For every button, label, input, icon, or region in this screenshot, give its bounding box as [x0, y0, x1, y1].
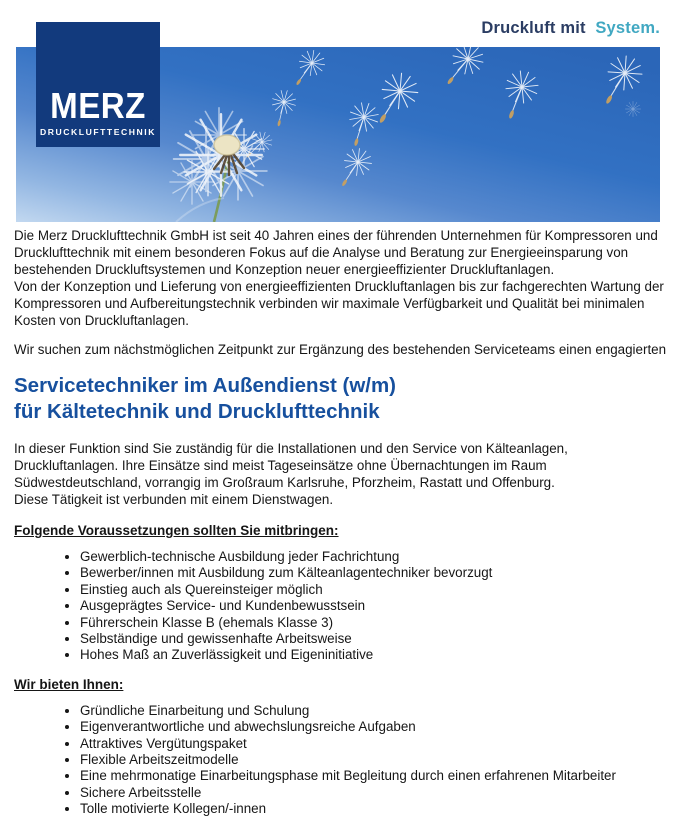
- role-description-line: Südwestdeutschland, vorrangig im Großraum Karlsruhe, Pforzheim, Rastatt und Offenburg.: [14, 475, 555, 490]
- benefit-item: • Gründliche Einarbeitung und Schulung: [80, 703, 670, 719]
- vacancy-lead: Wir suchen zum nächstmöglichen Zeitpunkt zur Ergänzung des bestehenden Serviceteams einen engagierten: [14, 342, 667, 357]
- job-title-line2: für Kältetechnik und Drucklufttechnik: [14, 399, 380, 423]
- benefit-item: • Tolle motivierte Kollegen/-innen: [80, 801, 670, 817]
- intro-line: Drucklufttechnik mit einem besonderen Fokus auf die Analyse und Beratung zur Energieeinsparung von: [14, 245, 629, 260]
- benefit-item: • Attraktives Vergütungspaket: [80, 736, 670, 752]
- company-tagline: [481, 19, 660, 38]
- benefit-item: • Flexible Arbeitszeitmodelle: [80, 752, 670, 768]
- document-body: [14, 227, 670, 818]
- benefit-item: • Eigenverantwortliche und abwechslungsreiche Aufgaben: [80, 719, 670, 735]
- role-description-line: In dieser Funktion sind Sie zuständig für die Installationen und den Service von Kälteanlagen,: [14, 441, 568, 456]
- requirement-item: • Einstieg auch als Quereinsteiger möglich: [80, 582, 670, 598]
- requirement-item: • Selbständige und gewissenhafte Arbeitsweise: [80, 631, 670, 647]
- job-title-line1: Servicetechniker im Außendienst (w/m): [14, 374, 397, 397]
- tagline-part1: Druckluft mit: [481, 19, 586, 37]
- logo-subtitle: DRUCKLUFTTECHNIK: [40, 127, 156, 137]
- requirements-list: [14, 549, 670, 664]
- logo-title: MERZ: [50, 85, 146, 126]
- benefits-list: [14, 703, 670, 818]
- intro-line: Die Merz Drucklufttechnik GmbH ist seit 40 Jahren eines der führenden Unternehmen für Kompressoren und: [14, 228, 658, 243]
- requirement-item: • Führerschein Klasse B (ehemals Klasse 3): [80, 615, 670, 631]
- intro-line: Kompressoren und Aufbereitungstechnik verbinden wir maximale Verfügbarkeit und Qualität bei minimalen: [14, 296, 645, 311]
- job-title: [14, 373, 670, 424]
- requirement-item: • Ausgeprägtes Service- und Kundenbewusstsein: [80, 598, 670, 614]
- requirement-item: • Gewerblich-technische Ausbildung jeder Fachrichtung: [80, 549, 670, 565]
- intro-line: Kosten von Druckluftanlagen.: [14, 313, 189, 328]
- requirement-item: • Bewerber/innen mit Ausbildung zum Kälteanlagentechniker bevorzugt: [80, 565, 670, 581]
- benefit-item: • Sichere Arbeitsstelle: [80, 785, 670, 801]
- intro-line: Von der Konzeption und Lieferung von energieeffizienten Druckluftanlagen bis zur fachgerechten Wartung der: [14, 279, 664, 294]
- tagline-part2: System.: [595, 19, 660, 37]
- role-description: [14, 440, 670, 508]
- intro-line: bestehenden Druckluftsystemen und Konzeption neuer energieeffizienter Druckluftanlagen.: [14, 262, 555, 277]
- benefit-item: • Eine mehrmonatige Einarbeitungsphase mit Begleitung durch einen erfahrenen Mitarbeiter: [80, 768, 670, 784]
- intro-paragraph: [14, 227, 670, 329]
- logo-box: [36, 22, 160, 147]
- role-description-line: Diese Tätigkeit ist verbunden mit einem Dienstwagen.: [14, 492, 334, 507]
- benefits-heading: Wir bieten Ihnen:: [14, 676, 124, 692]
- role-description-line: Druckluftanlagen. Ihre Einsätze sind meist Tageseinsätze ohne Übernachtungen im Raum: [14, 458, 547, 473]
- requirement-item: • Hohes Maß an Zuverlässigkeit und Eigeninitiative: [80, 647, 670, 663]
- requirements-heading: Folgende Voraussetzungen sollten Sie mitbringen:: [14, 523, 339, 538]
